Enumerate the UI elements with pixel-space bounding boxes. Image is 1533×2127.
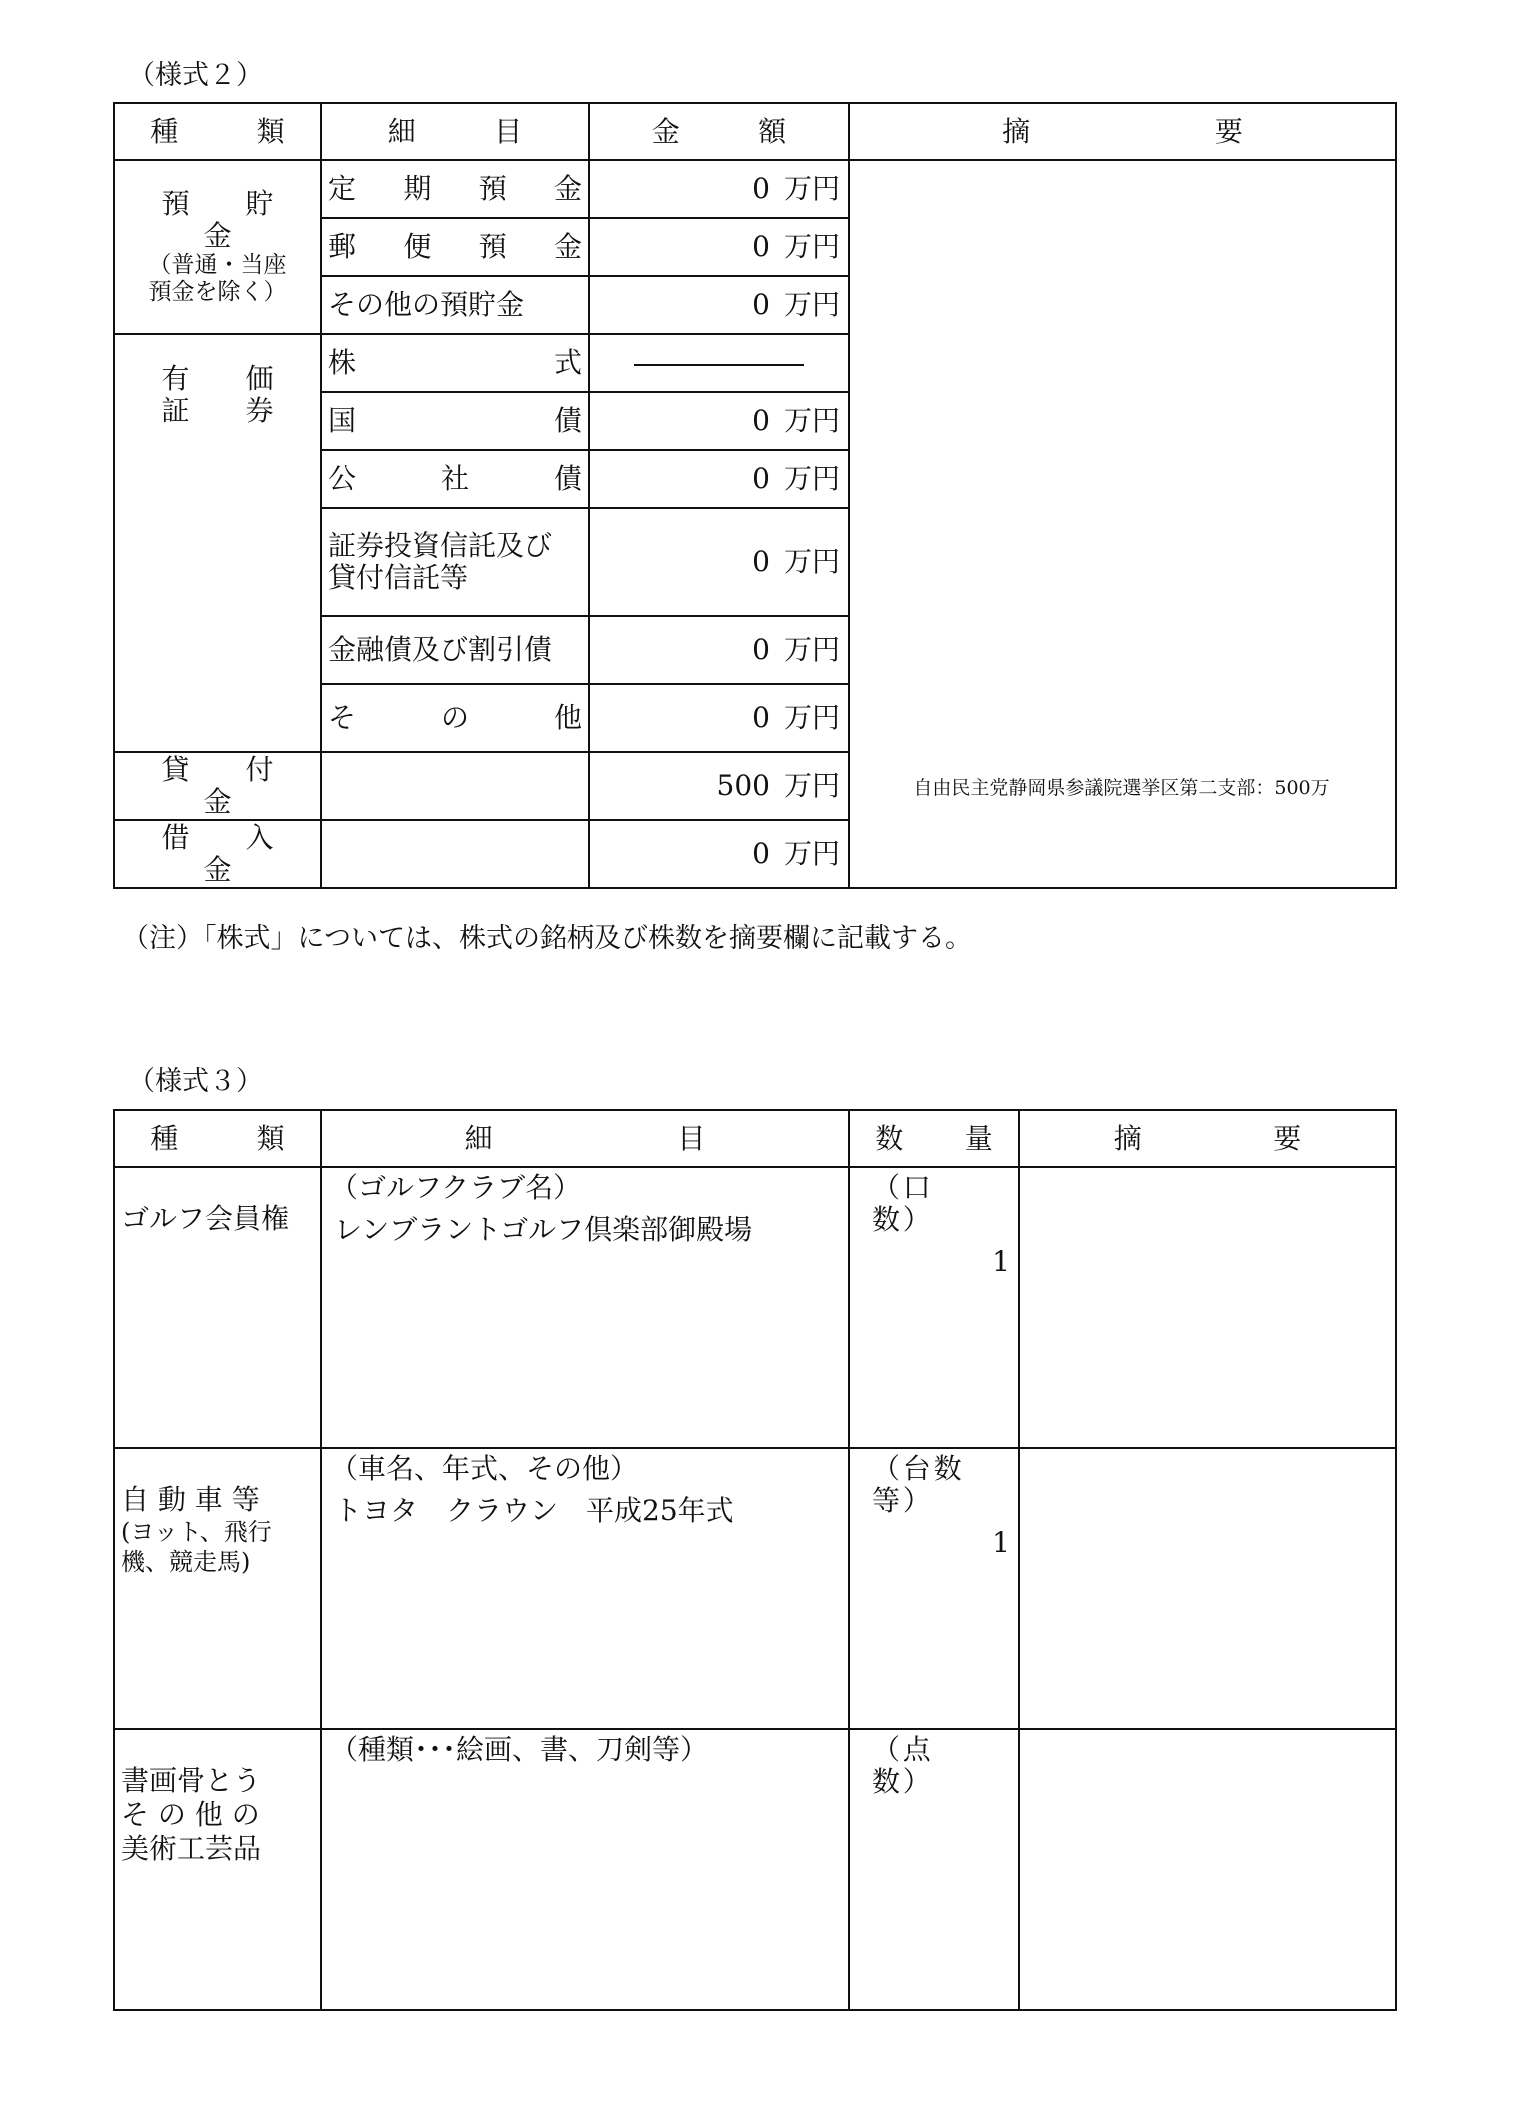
amount-cell [589,218,849,276]
item-cell [321,334,589,392]
amount-value: 0 [752,701,770,734]
item-cell [321,752,589,820]
item-char: 金 [553,230,582,263]
amount-unit: 万円 [783,288,840,321]
qty-cell [849,1167,1019,1448]
qty-cell [849,1448,1019,1729]
table-row [114,1729,1396,2010]
qty-head: （口 数） [872,1171,965,1236]
amount-value: 0 [752,288,770,321]
summary-cell [1019,1729,1396,2010]
category-art-line-3: 美術工芸品 [121,1832,262,1865]
item-left: 公 [328,462,357,495]
amount-value: 0 [752,172,770,205]
category-loans [114,752,330,820]
amount-unit: 万円 [783,230,840,263]
form2-note: （注）「株式」については、株式の銘柄及び株数を摘要欄に記載する。 [122,923,972,954]
amount-value: 0 [752,462,770,495]
header-summary: 摘 要 [1019,1110,1396,1167]
item-stocks-left: 株 [328,346,357,379]
item-stocks [322,347,588,379]
category-golf-label: ゴルフ会員権 [121,1202,290,1235]
item-stocks-right: 式 [553,346,582,379]
category-borrowings [114,820,330,888]
form2-table [113,102,1397,889]
amount-cell [589,684,849,752]
item-char: 預 [478,230,507,263]
header-summary: 摘 要 [849,103,1396,160]
item-government-bonds [322,405,588,437]
table-row [114,160,1396,218]
item-postal-deposit [322,231,588,263]
category-art-line-2: そ の 他 の [121,1798,260,1831]
item-left: 国 [328,404,357,437]
amount-unit: 万円 [783,404,840,437]
amount-value: 0 [752,404,770,437]
amount-cell [589,508,849,616]
category-vehicles-note-1: (ヨット、飛行 [121,1518,272,1546]
amount-cell [589,276,849,334]
amount-cell [589,616,849,684]
loans-summary: 自由民主党静岡県参議院選挙区第二支部：500万 [913,777,1330,799]
header-kind: 種 類 [114,103,321,160]
category-golf [114,1167,321,1448]
category-deposits [114,160,330,334]
item-head: （ゴルフクラブ名） [330,1171,582,1204]
item-line-1: 証券投資信託及び [328,529,553,562]
item-corporate-bonds [322,463,588,495]
item-cell [321,1448,849,1729]
qty-vehicle: 1 [992,1526,1010,1559]
category-art [114,1729,321,2010]
amount-value: 0 [752,837,770,870]
item-head: （車名、年式、その他） [330,1452,639,1485]
qty-head: （台数等） [872,1452,965,1517]
dash-line [634,364,804,366]
category-loans-label: 貸 付 金 [161,753,330,818]
item-cell [321,1729,849,2010]
amount-cell [589,450,849,508]
form3-header-row [114,1110,1396,1167]
table-row [114,1448,1396,1729]
amount-value: 500 [716,769,770,802]
item-cell [321,684,589,752]
category-securities-label: 有 価 証 券 [161,362,330,427]
summary-cell [1019,1448,1396,1729]
amount-value: 0 [752,230,770,263]
item-right: 債 [553,462,582,495]
item-char: 期 [403,172,432,205]
item-financial-bonds: 金融債及び割引債 [321,616,589,684]
item-cell [321,1167,849,1448]
amount-cell [589,160,849,218]
item-line-2: 貸付信託等 [328,561,469,594]
category-securities [114,334,330,752]
amount-unit: 万円 [783,633,840,666]
amount-cell [589,752,849,820]
amount-unit: 万円 [783,545,840,578]
item-left: そ [328,701,357,734]
form3-label: （様式３） [128,1066,263,1097]
header-item: 細 目 [321,103,589,160]
amount-unit: 万円 [783,837,840,870]
qty-head: （点 数） [872,1733,965,1798]
item-cell [321,276,589,334]
form2-header-row [114,103,1396,160]
item-time-deposit [322,173,588,205]
item-right: 債 [553,404,582,437]
item-char: 郵 [328,230,357,263]
header-amount: 金 額 [589,103,849,160]
form2-label: （様式２） [128,60,263,91]
item-cell [321,160,589,218]
amount-cell [589,392,849,450]
category-vehicles-label: 自 動 車 等 [121,1483,260,1516]
category-deposits-note-1: （普通・当座 [148,252,287,278]
item-char: 便 [403,230,432,263]
item-investment-trust [321,508,589,616]
category-art-line-1: 書画骨とう [121,1764,262,1797]
amount-cell [589,820,849,888]
amount-unit: 万円 [783,172,840,205]
item-head: （種類･･･絵画、書、刀剣等） [330,1733,709,1766]
form3-table [113,1109,1397,2011]
header-quantity: 数 量 [849,1110,1019,1167]
item-char: 預 [478,172,507,205]
category-vehicles [114,1448,321,1729]
header-kind: 種 類 [114,1110,321,1167]
amount-unit: 万円 [783,462,840,495]
item-char: 金 [553,172,582,205]
amount-unit: 万円 [783,769,840,802]
item-right: 他 [553,701,582,734]
category-deposits-note-2: 預金を除く） [148,279,287,305]
item-mid: の [440,701,469,734]
item-vehicle: トヨタ クラウン 平成25年式 [334,1494,734,1527]
item-char: 定 [328,172,357,205]
item-mid: 社 [440,462,469,495]
category-borrowings-label: 借 入 金 [161,821,330,886]
qty-cell [849,1729,1019,2010]
header-item: 細 目 [321,1110,849,1167]
item-other-deposit: その他の預貯金 [328,288,525,321]
summary-cell [1019,1167,1396,1448]
qty-golf: 1 [992,1245,1010,1278]
amount-unit: 万円 [783,701,840,734]
category-vehicles-note-2: 機、競走馬) [121,1548,251,1576]
category-deposits-label: 預 貯 金 [161,187,330,252]
item-golf-club: レンブラントゴルフ倶楽部御殿場 [334,1213,753,1246]
item-cell [321,450,589,508]
table-row [114,1167,1396,1448]
amount-cell [589,334,849,392]
item-cell [321,820,589,888]
item-others [322,702,588,734]
amount-value: 0 [752,633,770,666]
amount-value: 0 [752,545,770,578]
item-cell [321,392,589,450]
item-cell [321,218,589,276]
